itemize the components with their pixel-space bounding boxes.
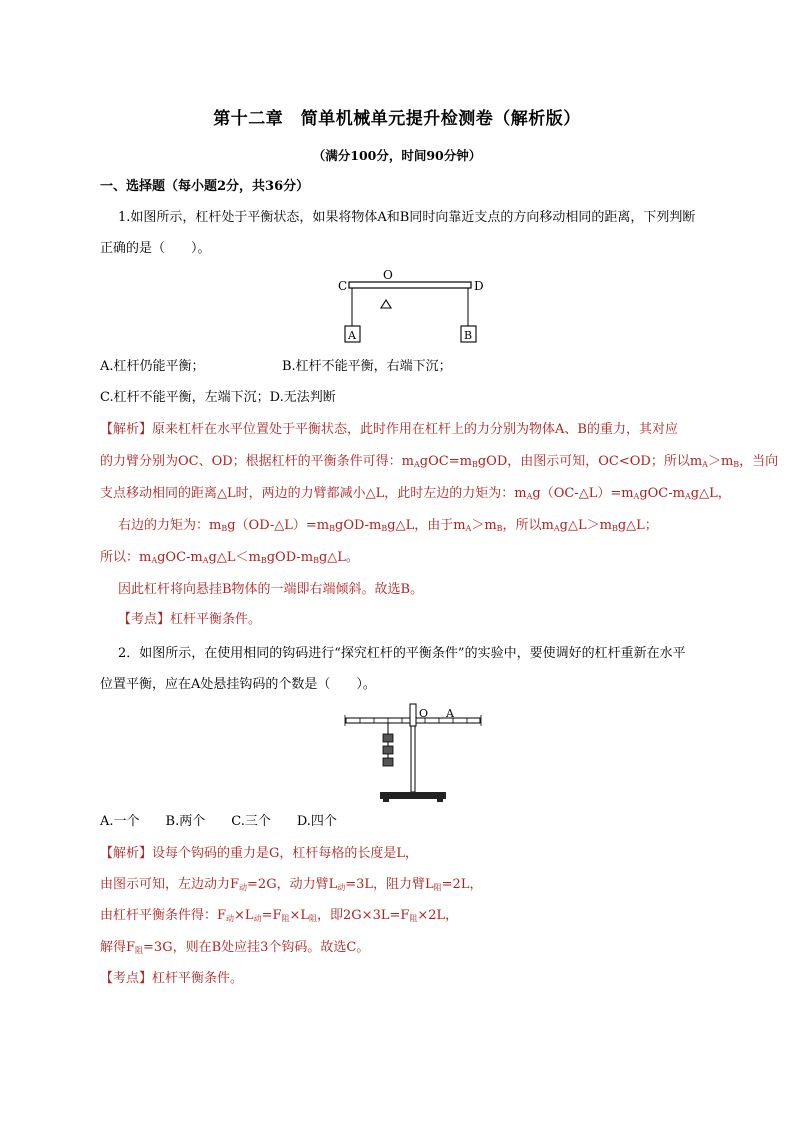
analysis-tag: 【解析】 — [100, 422, 153, 437]
q1-lever-figure — [330, 262, 490, 348]
q2-lever-apparatus-figure — [340, 700, 486, 806]
q2-analysis-line1: 【解析】设每个钩码的重力是G，杠杆每格的长度是L， — [100, 846, 419, 861]
key-point-tag: 【考点】 — [118, 612, 171, 627]
hook-weights — [383, 734, 393, 766]
q1-option-b: B.杠杆不能平衡，右端下沉； — [282, 359, 452, 374]
q1-stem-line2: 正确的是（ ）。 — [100, 241, 211, 256]
q1-analysis-line2: 的力臂分别为OC、OD；根据杠杆的平衡条件可得：$m_AgOC=m_BgOD$，由图示可知，OC<OD；所以$m_A>m_B$，当向 — [100, 454, 779, 469]
q1-analysis-line4: 右边的力矩为：$m_Bg(OD-\triangle L)=m_BgOD-m_Bg\triangle L$，由于$m_A>m_B$，所以$m_Ag\triangle L>m_Bg\triangle L$； — [118, 518, 658, 533]
q1-analysis-line5: 所以：$m_AgOC-m_Ag\triangle L<m_BgOD-m_Bg\triangle L$。 — [100, 550, 359, 565]
label-b: B — [464, 329, 473, 342]
label-a: A — [446, 707, 454, 720]
fulcrum-triangle — [381, 300, 391, 308]
q1-option-cd: C.杠杆不能平衡，左端下沉；D.无法判断 — [100, 390, 336, 405]
section-heading: 一、选择题（每小题2分，共36分） — [100, 179, 310, 194]
stand-pole — [411, 726, 415, 792]
q2-stem-line2: 位置平衡，应在A处悬挂钩码的个数是（ ）。 — [100, 677, 376, 692]
q1-analysis-line3: 支点移动相同的距离△L时，两边的力臂都减小△L，此时左边的力矩为：$m_Ag(OC-\triangle L)=m_AgOC-m_Ag\triangle L$， — [100, 486, 731, 501]
q2-analysis-line4: 解得$F_阻=3G$，则在B处应挂3个钩码。故选C。 — [100, 940, 370, 955]
stand-base — [380, 792, 446, 799]
label-c: C — [338, 279, 348, 293]
lever-bar — [349, 282, 471, 288]
q1-option-a: A.杠杆仍能平衡； — [100, 359, 205, 374]
label-o: O — [419, 707, 429, 720]
label-o: O — [383, 268, 393, 282]
q1-analysis-line6: 因此杠杆将向悬挂B物体的一端即右端倾斜。故选B。 — [118, 582, 424, 597]
key-point-tag: 【考点】 — [100, 971, 153, 986]
label-a: A — [348, 329, 356, 342]
q2-analysis-line2: 由图示可知，左边动力$F_动=2G$，动力臂$L_动=3L$，阻力臂$L_阻=2L$， — [100, 877, 483, 892]
page-subtitle: （满分100分，时间90分钟） — [312, 148, 482, 163]
label-d: D — [474, 279, 484, 293]
q1-stem-line1: 1.如图所示，杠杆处于平衡状态，如果将物体A和B同时向靠近支点的方向移动相同的距离，下列判断 — [118, 210, 696, 225]
q2-analysis-line3: 由杠杆平衡条件得：$F_动\times L_动=F_阻\times L_阻$，即$2G\times 3L=F_阻\times 2L$， — [100, 908, 459, 923]
q1-analysis-line1: 【解析】原来杠杆在水平位置处于平衡状态，此时作用在杠杆上的力分别为物体A、B的重力，其对应 — [100, 422, 678, 437]
page-title: 第十二章 简单机械单元提升检测卷（解析版） — [213, 109, 581, 129]
q2-key-point: 【考点】杠杆平衡条件。 — [100, 971, 244, 986]
analysis-tag: 【解析】 — [100, 846, 153, 861]
q2-stem-line1: 2．如图所示，在使用相同的钩码进行“探究杠杆的平衡条件”的实验中，要使调好的杠杆重新在水平 — [118, 646, 686, 661]
q1-key-point: 【考点】杠杆平衡条件。 — [118, 612, 262, 627]
pivot-block — [410, 704, 416, 726]
q2-options: A.一个 B.两个 C.三个 D.四个 — [100, 814, 337, 829]
